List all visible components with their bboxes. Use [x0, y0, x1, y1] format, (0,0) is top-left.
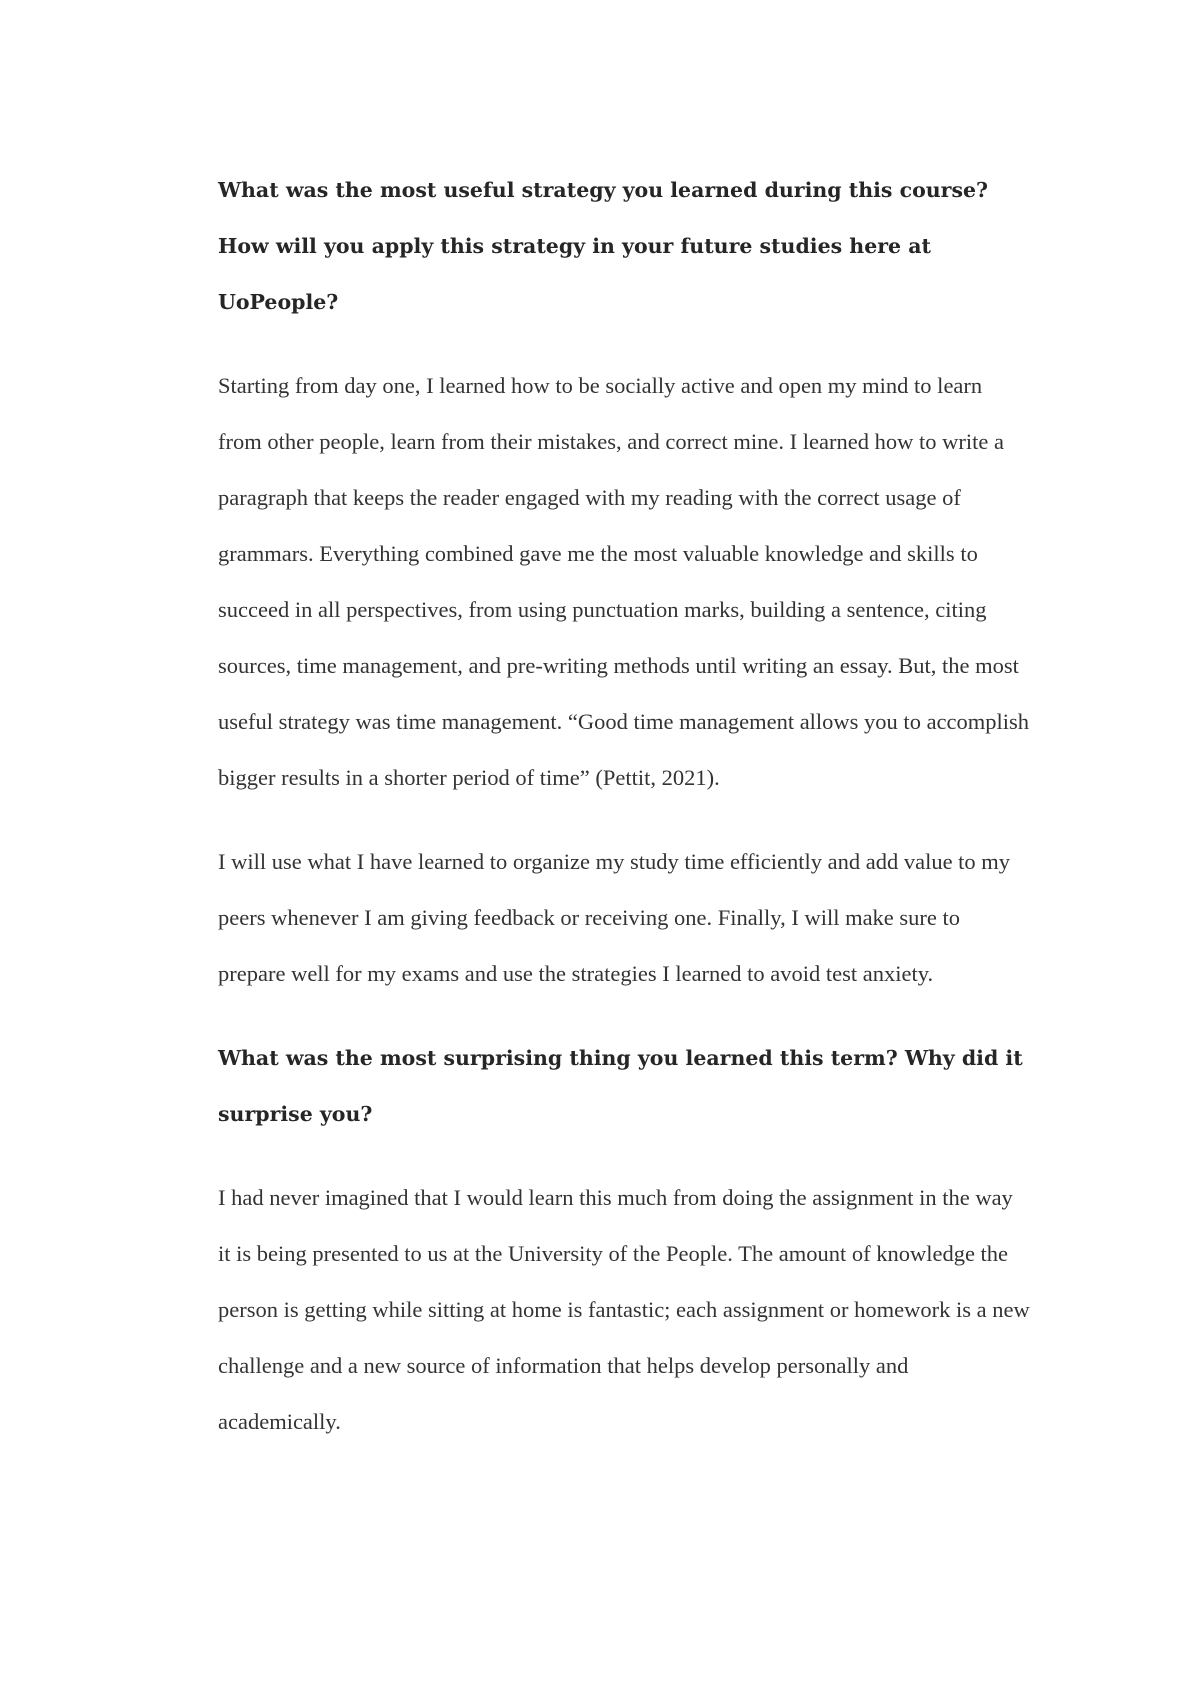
paragraph-1: Starting from day one, I learned how to be socially active and open my mind to learn from other people, learn from their mistakes, and correct mine. I learned how to write a paragraph that keeps the reader engaged with my reading with the correct usage of grammars. Everything combined gave me the most valuable knowledge and skills to succeed in all perspectives, from using punctuation marks, building a sentence, citing sources, time management, and pre-writing methods until writing an essay. But, the most useful strategy was time management. “Good time management allows you to accomplish bigger results in a shorter period of time” (Pettit, 2021).	[218, 373, 1030, 790]
question-heading-1: What was the most useful strategy you learned during this course? How will you apply this strategy in your future studies here at UoPeople?	[218, 178, 989, 314]
paragraph-3: I had never imagined that I would learn this much from doing the assignment in the way it is being presented to us at the University of the People. The amount of knowledge the person is getting while sitting at home is fantastic; each assignment or homework is a new challenge and a new source of information that helps develop personally and academically.	[218, 1185, 1030, 1434]
question-heading-2: What was the most surprising thing you learned this term? Why did it surprise you?	[218, 1046, 1023, 1126]
document-body	[218, 162, 1030, 1478]
paragraph-2: I will use what I have learned to organize my study time efficiently and add value to my peers whenever I am giving feedback or receiving one. Finally, I will make sure to prepare well for my exams and use the strategies I learned to avoid test anxiety.	[218, 849, 1011, 986]
